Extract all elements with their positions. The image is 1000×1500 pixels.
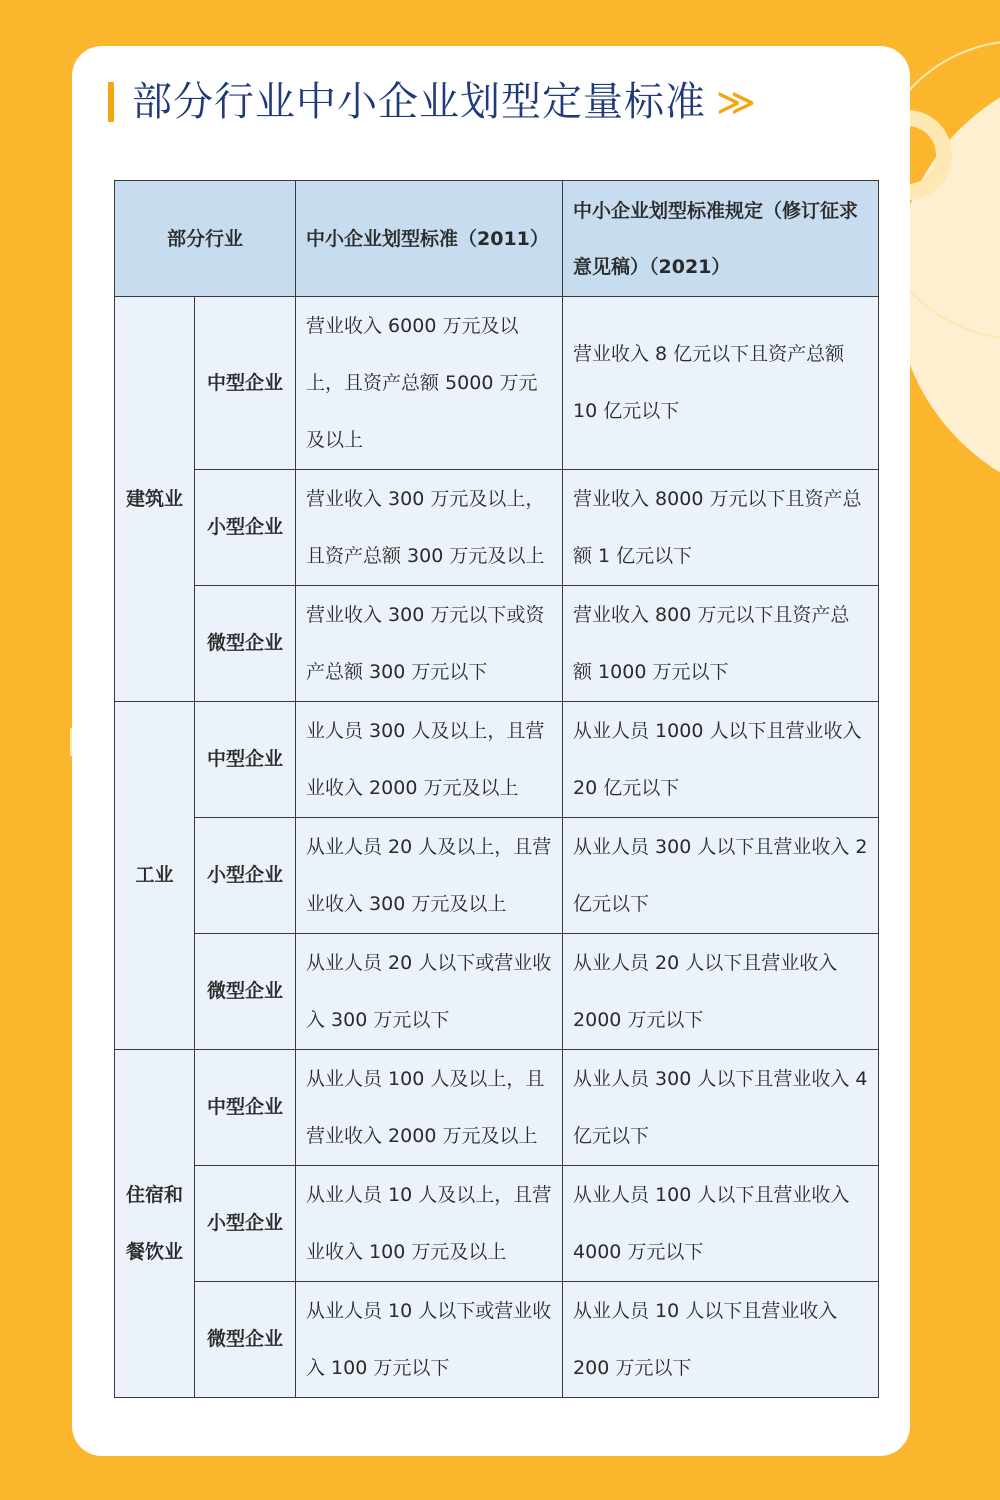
std-2021-cell: 营业收入 8000 万元以下且资产总额 1 亿元以下 <box>563 470 879 586</box>
size-cell: 微型企业 <box>195 1282 296 1398</box>
std-2011-cell: 业人员 300 人及以上，且营业收入 2000 万元及以上 <box>296 702 563 818</box>
header-std-2011: 中小企业划型标准（2011） <box>296 181 563 297</box>
table-row <box>115 702 879 818</box>
table-row <box>115 586 879 702</box>
table-row <box>115 1282 879 1398</box>
table-row <box>115 1166 879 1282</box>
std-2011-cell: 营业收入 300 万元及以上，且资产总额 300 万元及以上 <box>296 470 563 586</box>
std-2021-cell: 从业人员 10 人以下且营业收入 200 万元以下 <box>563 1282 879 1398</box>
std-2011-cell: 从业人员 10 人及以上，且营业收入 100 万元及以上 <box>296 1166 563 1282</box>
std-2011-cell: 从业人员 10 人以下或营业收入 100 万元以下 <box>296 1282 563 1398</box>
table-row <box>115 297 879 470</box>
std-2011-cell: 营业收入 6000 万元及以上，且资产总额 5000 万元及以上 <box>296 297 563 470</box>
table-row <box>115 818 879 934</box>
table-header-row <box>115 181 879 297</box>
std-2021-cell: 从业人员 300 人以下且营业收入 2 亿元以下 <box>563 818 879 934</box>
double-chevron-right-icon: ≫ <box>716 80 757 124</box>
size-cell: 微型企业 <box>195 586 296 702</box>
std-2011-cell: 营业收入 300 万元以下或资产总额 300 万元以下 <box>296 586 563 702</box>
std-2021-cell: 从业人员 300 人以下且营业收入 4 亿元以下 <box>563 1050 879 1166</box>
size-cell: 小型企业 <box>195 1166 296 1282</box>
table-row <box>115 934 879 1050</box>
size-cell: 中型企业 <box>195 297 296 470</box>
size-cell: 中型企业 <box>195 702 296 818</box>
std-2021-cell: 从业人员 20 人以下且营业收入 2000 万元以下 <box>563 934 879 1050</box>
content-card <box>72 46 910 1456</box>
industry-cell: 住宿和餐饮业 <box>115 1050 195 1398</box>
std-2021-cell: 营业收入 8 亿元以下且资产总额 10 亿元以下 <box>563 297 879 470</box>
std-2011-cell: 从业人员 20 人以下或营业收入 300 万元以下 <box>296 934 563 1050</box>
page-title <box>132 72 757 132</box>
header-industry: 部分行业 <box>115 181 296 297</box>
size-cell: 中型企业 <box>195 1050 296 1166</box>
size-cell: 小型企业 <box>195 818 296 934</box>
std-2011-cell: 从业人员 100 人及以上，且营业收入 2000 万元及以上 <box>296 1050 563 1166</box>
size-cell: 小型企业 <box>195 470 296 586</box>
std-2021-cell: 从业人员 1000 人以下且营业收入 20 亿元以下 <box>563 702 879 818</box>
table-row <box>115 1050 879 1166</box>
header-std-2021: 中小企业划型标准规定（修订征求意见稿）（2021） <box>563 181 879 297</box>
title-accent-bar <box>108 82 114 122</box>
std-2021-cell: 从业人员 100 人以下且营业收入 4000 万元以下 <box>563 1166 879 1282</box>
std-2011-cell: 从业人员 20 人及以上，且营业收入 300 万元及以上 <box>296 818 563 934</box>
size-cell: 微型企业 <box>195 934 296 1050</box>
table-row <box>115 470 879 586</box>
industry-cell: 建筑业 <box>115 297 195 702</box>
standards-table <box>114 180 879 1398</box>
page-title-text: 部分行业中小企业划型定量标准 <box>132 79 706 125</box>
std-2021-cell: 营业收入 800 万元以下且资产总额 1000 万元以下 <box>563 586 879 702</box>
industry-cell: 工业 <box>115 702 195 1050</box>
